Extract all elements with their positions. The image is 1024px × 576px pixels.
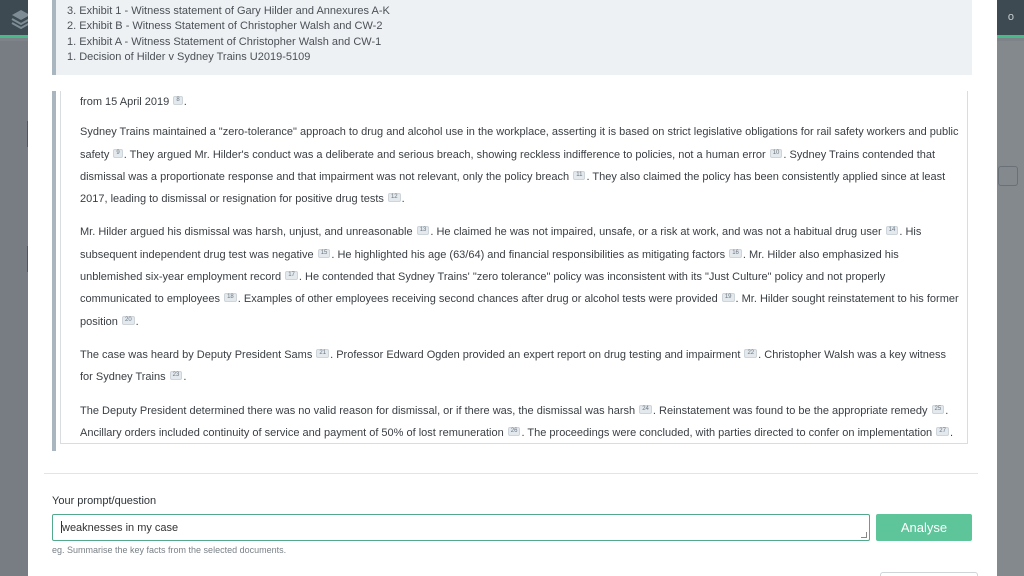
citation-marker[interactable]: 18 bbox=[224, 293, 237, 302]
text-span: . Sydney Trains contended that dismissal was a proportionate response and that impairment was not relevant, only the policy breach bbox=[80, 148, 936, 183]
result-paragraph bbox=[80, 121, 959, 210]
text-span: . He claimed he was not impaired, unsafe, or a risk at work, and was not a habitual drug user bbox=[430, 226, 882, 239]
resize-handle-icon[interactable] bbox=[861, 532, 867, 538]
citation-marker[interactable]: 27 bbox=[936, 427, 949, 436]
text-span: . Mr. Hilder also emphasized his unblemished six-year employment record bbox=[80, 248, 899, 284]
citation-marker[interactable]: 16 bbox=[729, 249, 742, 258]
citation-marker[interactable]: 20 bbox=[122, 316, 135, 325]
analyse-button[interactable]: Analyse bbox=[876, 514, 972, 541]
citation-marker[interactable]: 12 bbox=[388, 193, 401, 202]
result-paragraph bbox=[80, 400, 959, 444]
citation-marker[interactable]: 9 bbox=[113, 149, 122, 158]
citation-marker[interactable]: 17 bbox=[285, 271, 298, 280]
citation-marker[interactable]: 22 bbox=[744, 349, 757, 358]
text-span: . bbox=[183, 371, 187, 384]
prompt-value: weaknesses in my case bbox=[62, 522, 179, 534]
citation-marker[interactable]: 19 bbox=[722, 293, 735, 302]
citation-marker[interactable]: 11 bbox=[573, 171, 585, 180]
section-divider bbox=[44, 473, 978, 474]
document-item: 3. Exhibit 1 - Witness statement of Gary Hilder and Annexures A-K bbox=[67, 5, 390, 17]
text-span: . They argued Mr. Hilder's conduct was a deliberate and serious breach, showing reckless indifference to policies, not a human error bbox=[123, 148, 766, 161]
result-paragraph bbox=[80, 221, 959, 332]
citation-marker[interactable]: 10 bbox=[770, 149, 783, 158]
selected-documents-list bbox=[52, 0, 972, 75]
text-span: Mr. Hilder argued his dismissal was harsh, unjust, and unreasonable bbox=[80, 226, 413, 239]
text-span: . He highlighted his age (63/64) and financial responsibilities as mitigating factors bbox=[331, 248, 726, 261]
text-span: . The proceedings were concluded, with parties directed to confer on implementation bbox=[521, 426, 933, 439]
text-span: The case was heard by Deputy President Sams bbox=[80, 348, 313, 361]
background-sidebar bbox=[0, 41, 28, 576]
text-span: . bbox=[135, 315, 139, 328]
document-item: 2. Exhibit B - Witness Statement of Christopher Walsh and CW-2 bbox=[67, 20, 383, 33]
citation-marker[interactable]: 23 bbox=[170, 371, 183, 380]
analysis-result bbox=[52, 91, 964, 451]
prompt-hint: eg. Summarise the key facts from the selected documents. bbox=[52, 545, 287, 555]
citation-marker[interactable]: 26 bbox=[508, 427, 521, 436]
text-span: . They also claimed the policy has been consistently applied since at least 2017, leading to dismissal or resignation for positive drug tests bbox=[80, 170, 946, 206]
text-span: . He contended that Sydney Trains' "zero tolerance" policy was inconsistent with its "Just Culture" policy and not properly communicated to employees bbox=[80, 271, 886, 306]
text-span: The Deputy President determined there was no valid reason for dismissal, or if there was, the dismissal was harsh bbox=[80, 404, 636, 417]
citation-marker[interactable]: 13 bbox=[417, 226, 430, 235]
citation-marker[interactable]: 21 bbox=[316, 349, 329, 358]
prompt-label: Your prompt/question bbox=[52, 495, 157, 507]
prompt-textarea[interactable] bbox=[52, 514, 870, 541]
text-span: . Reinstatement was found to be the appropriate remedy bbox=[652, 404, 928, 417]
background-button bbox=[998, 166, 1018, 186]
text-span: . Christopher Walsh was a key witness for Sydney Trains bbox=[80, 348, 947, 384]
citation-marker[interactable]: 8 bbox=[173, 96, 182, 105]
citation-marker[interactable]: 14 bbox=[886, 226, 899, 235]
document-item: 1. Exhibit A - Witness Statement of Christopher Walsh and CW-1 bbox=[67, 35, 382, 48]
analysis-modal bbox=[28, 0, 997, 576]
footer-button[interactable] bbox=[880, 572, 978, 576]
text-span: Sydney Trains maintained a "zero-tolerance" approach to drug and alcohol use in the workplace, asserting it is based on strict legislative obligations for rail safety workers and public safety bbox=[80, 126, 959, 161]
text-span: . Professor Edward Ogden provided an expert report on drug testing and impairment bbox=[330, 348, 741, 361]
citation-marker[interactable]: 24 bbox=[639, 405, 652, 414]
document-item: 1. Decision of Hilder v Sydney Trains U2019-5109 bbox=[67, 50, 311, 63]
text-span: . Examples of other employees receiving second chances after drug or alcohol tests were provided bbox=[237, 293, 718, 306]
user-menu[interactable]: o bbox=[1007, 11, 1014, 23]
result-paragraph bbox=[80, 91, 959, 113]
text-span: . bbox=[949, 426, 953, 439]
text-span: . bbox=[401, 193, 405, 206]
citation-marker[interactable]: 15 bbox=[318, 249, 331, 258]
background-panel bbox=[996, 41, 1024, 576]
text-span: . Ancillary orders included continuity of service and payment of 50% of lost remuneration bbox=[80, 404, 949, 439]
text-span: . His subsequent independent drug test was negative bbox=[80, 226, 922, 261]
citation-marker[interactable]: 25 bbox=[932, 405, 945, 414]
text-span: . Mr. Hilder sought reinstatement to his former position bbox=[80, 293, 959, 328]
result-text-panel[interactable] bbox=[60, 91, 968, 444]
result-paragraph bbox=[80, 344, 959, 389]
text-span: . bbox=[183, 96, 187, 108]
text-span: from 15 April 2019 bbox=[80, 96, 170, 108]
